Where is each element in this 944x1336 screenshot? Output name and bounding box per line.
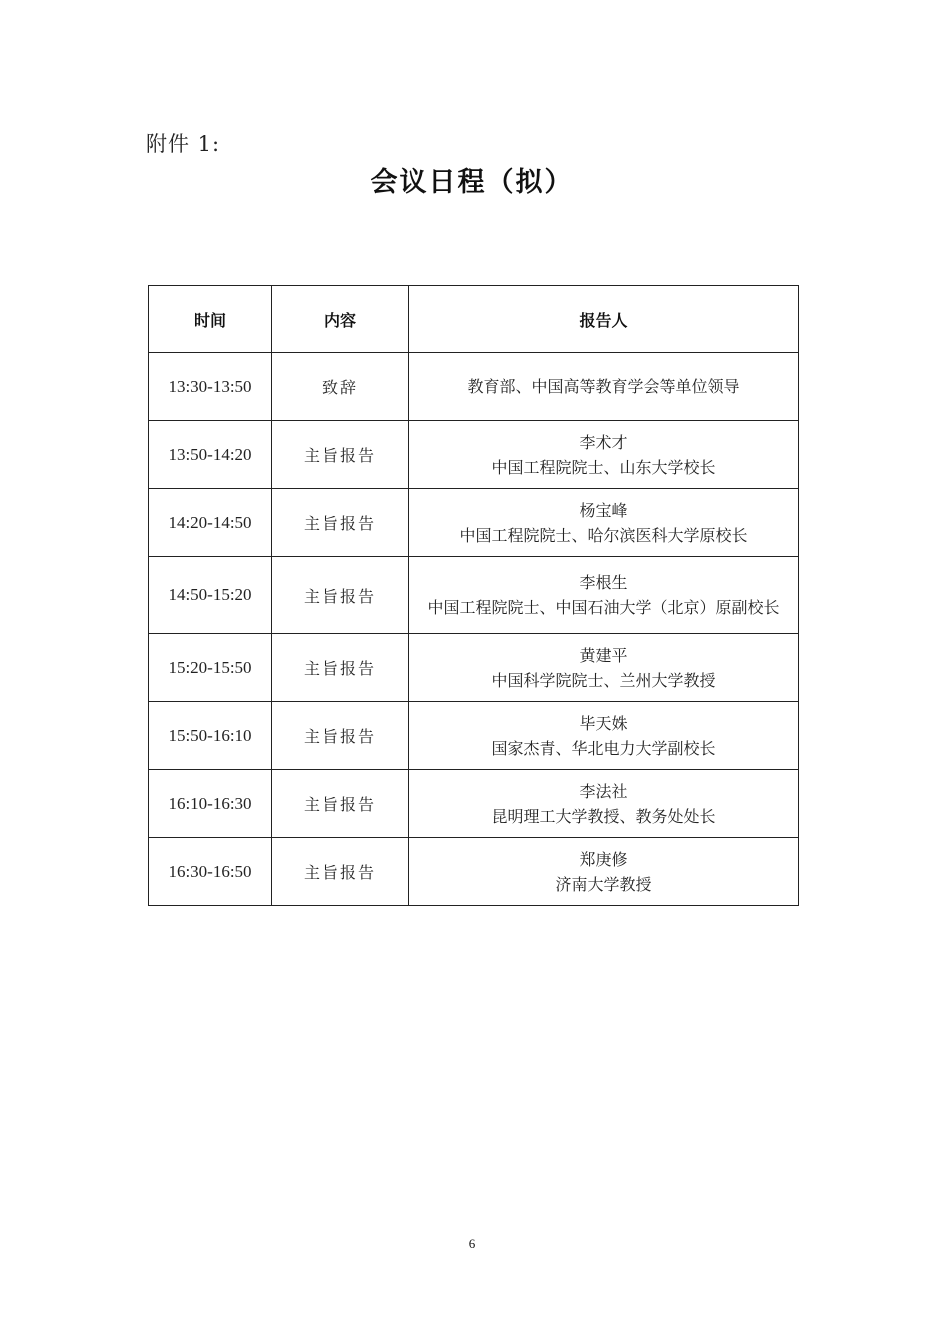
table-row	[149, 353, 799, 421]
speaker-name: 毕天姝	[579, 713, 628, 733]
header-content: 内容	[272, 286, 409, 353]
header-time: 时间	[149, 286, 272, 353]
speaker-cell	[409, 702, 799, 770]
table-row	[149, 557, 799, 634]
speaker-title: 中国科学院院士、兰州大学教授	[491, 670, 716, 690]
speaker-title: 济南大学教授	[555, 874, 652, 894]
speaker-name: 李术才	[579, 432, 628, 452]
time-cell: 13:50-14:20	[149, 421, 272, 489]
table-row	[149, 770, 799, 838]
time-cell: 14:20-14:50	[149, 489, 272, 557]
speaker-title: 中国工程院院士、哈尔滨医科大学原校长	[459, 525, 748, 545]
content-cell: 主旨报告	[272, 838, 409, 906]
speaker-cell	[409, 421, 799, 489]
speaker-name: 黄建平	[579, 645, 628, 665]
speaker-name: 杨宝峰	[579, 500, 628, 520]
table-row	[149, 421, 799, 489]
page-title: 会议日程（拟）	[370, 167, 574, 198]
speaker-title: 中国工程院院士、中国石油大学（北京）原副校长	[427, 598, 780, 617]
schedule-table	[148, 285, 799, 906]
speaker-cell	[409, 838, 799, 906]
time-cell: 14:50-15:20	[149, 557, 272, 634]
speaker-title: 国家杰青、华北电力大学副校长	[491, 738, 716, 758]
content-cell: 主旨报告	[272, 489, 409, 557]
table-row	[149, 838, 799, 906]
table-row	[149, 634, 799, 702]
speaker-name: 郑庚修	[579, 849, 628, 869]
speaker-title: 中国工程院院士、山东大学校长	[491, 457, 716, 477]
speaker-cell	[409, 353, 799, 421]
table-row	[149, 489, 799, 557]
attachment-label: 附件 1:	[146, 132, 221, 156]
content-cell: 主旨报告	[272, 634, 409, 702]
content-cell: 主旨报告	[272, 421, 409, 489]
page-number: 6	[468, 1236, 476, 1251]
speaker-title: 昆明理工大学教授、教务处处长	[491, 806, 716, 826]
speaker-cell	[409, 489, 799, 557]
speaker-name: 教育部、中国高等教育学会等单位领导	[467, 377, 740, 396]
speaker-cell	[409, 634, 799, 702]
content-cell: 主旨报告	[272, 702, 409, 770]
speaker-cell	[409, 770, 799, 838]
time-cell: 15:20-15:50	[149, 634, 272, 702]
table-header-row	[149, 286, 799, 353]
content-cell: 致辞	[272, 353, 409, 421]
time-cell: 16:30-16:50	[149, 838, 272, 906]
table-row	[149, 702, 799, 770]
content-cell: 主旨报告	[272, 770, 409, 838]
header-speaker: 报告人	[409, 286, 799, 353]
content-cell: 主旨报告	[272, 557, 409, 634]
speaker-cell	[409, 557, 799, 634]
speaker-name: 李法社	[579, 781, 628, 801]
speaker-name: 李根生	[579, 573, 628, 592]
time-cell: 13:30-13:50	[149, 353, 272, 421]
time-cell: 16:10-16:30	[149, 770, 272, 838]
time-cell: 15:50-16:10	[149, 702, 272, 770]
